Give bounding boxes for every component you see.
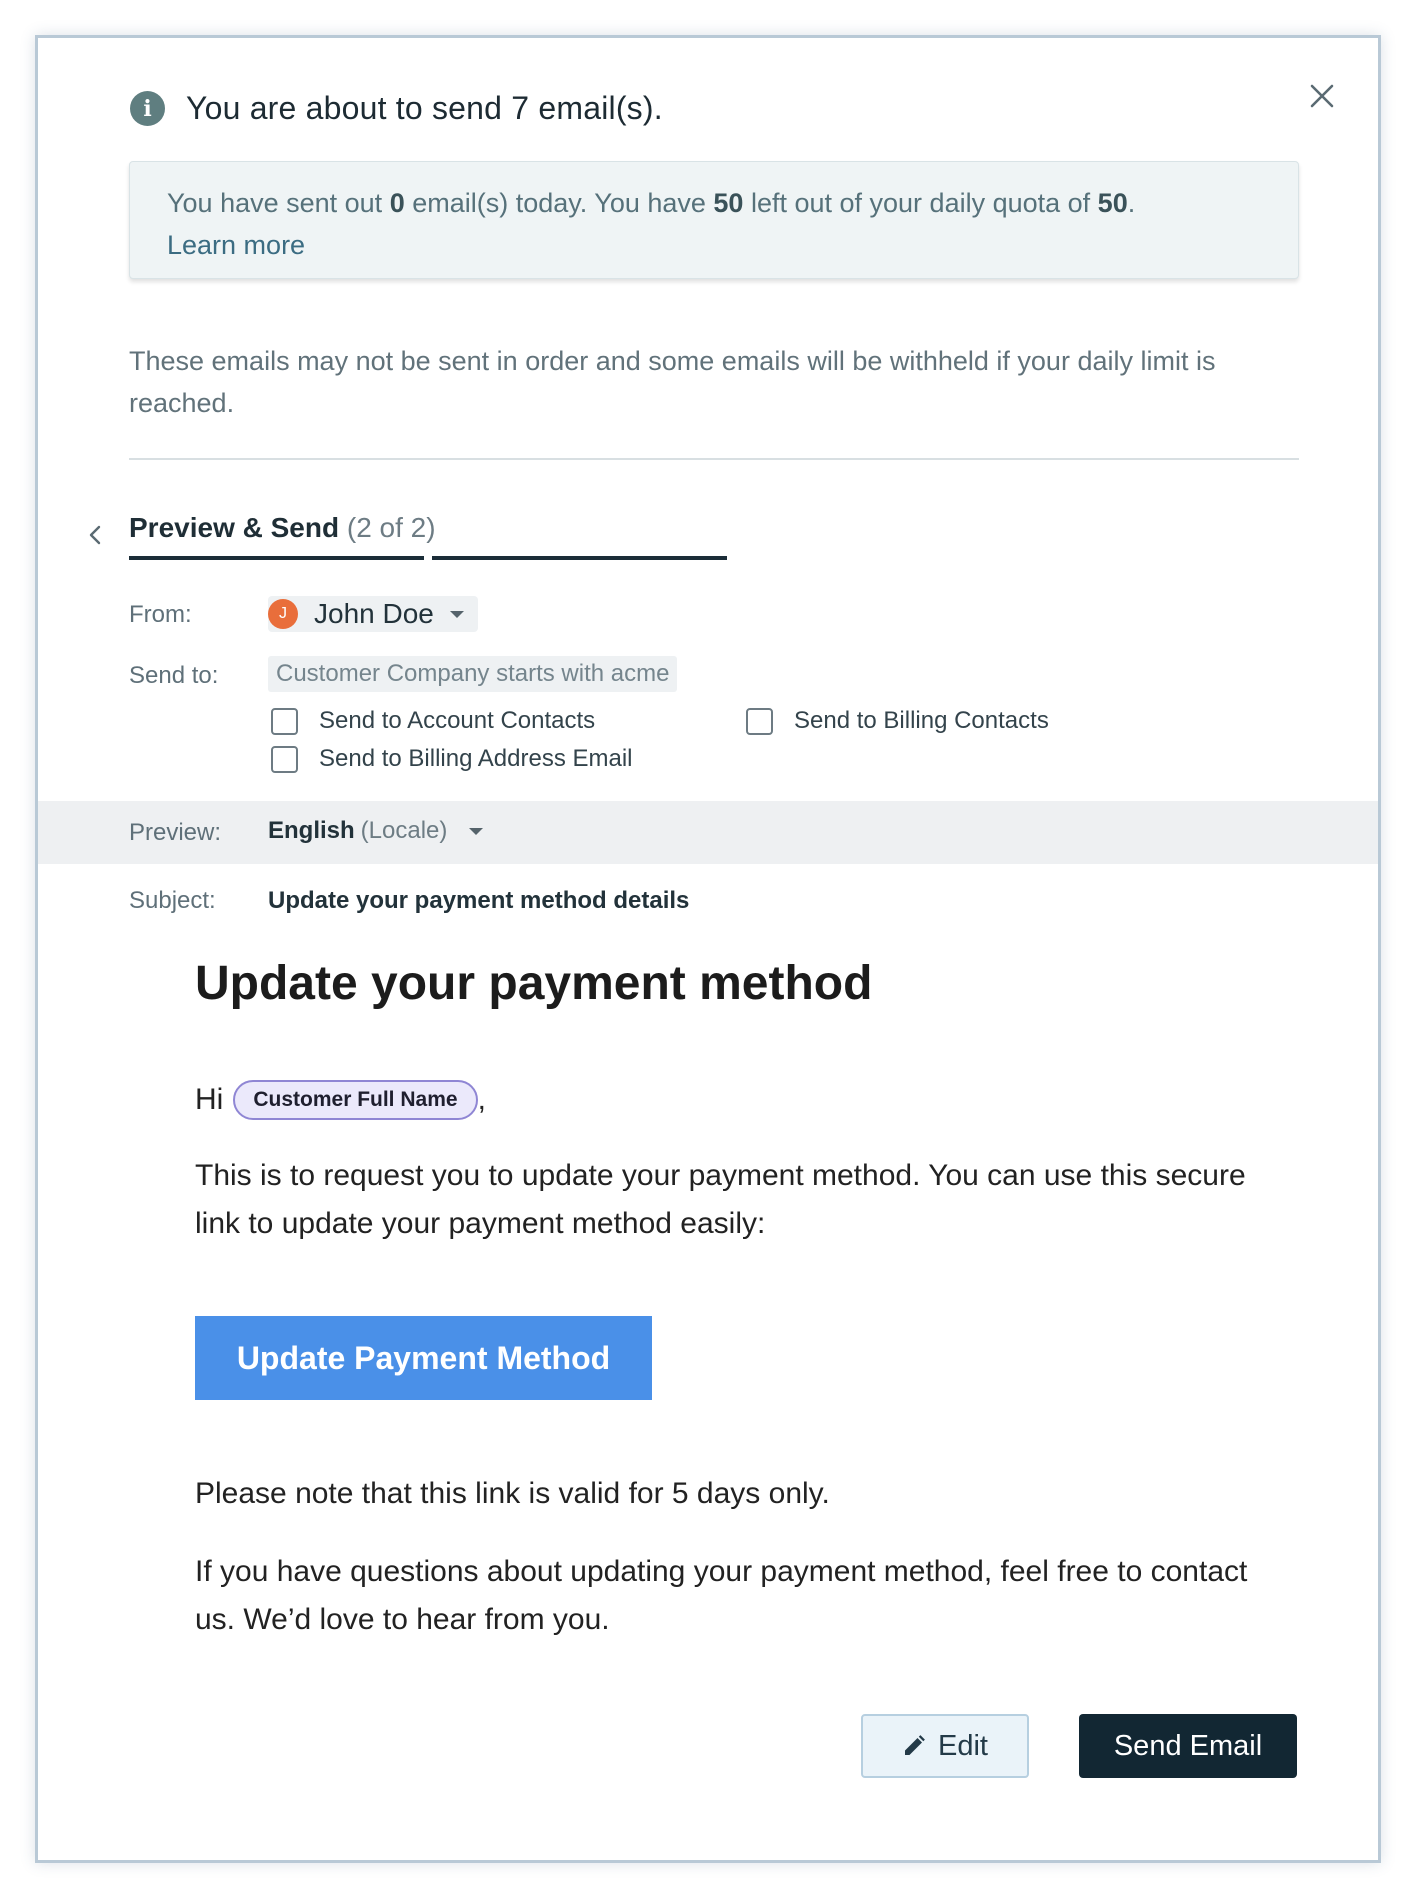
account-contacts-label: Send to Account Contacts [319,707,596,734]
step-count: (2 of 2) [346,512,436,543]
step-progress-1 [129,556,424,560]
greeting-text: Hi [195,1083,224,1116]
quota-text-4: . [1127,188,1136,218]
quota-left-count: 50 [713,188,744,218]
billing-address-option[interactable] [271,745,633,773]
edit-button[interactable] [861,1714,1029,1778]
billing-contacts-checkbox[interactable] [746,708,773,735]
step-title: Preview & Send [129,512,340,543]
update-payment-method-button[interactable]: Update Payment Method [195,1316,652,1400]
quota-text-2: email(s) today. You have [404,188,714,218]
sender-select[interactable] [268,596,478,632]
modal-title: You are about to send 7 email(s). [186,90,663,126]
info-icon: i [130,91,165,126]
email-paragraph-1: This is to request you to update your payment method. You can use this secure link to update your payment method easily: [195,1159,1246,1240]
locale-suffix: (Locale) [360,817,448,844]
chevron-left-icon[interactable] [80,520,110,550]
quota-sent-count: 0 [389,188,405,218]
send-to-label: Send to: [129,662,219,689]
step-progress-2 [432,556,727,560]
modal-header [130,90,663,127]
pencil-icon [902,1734,926,1758]
quota-daily-limit: 50 [1097,188,1128,218]
sender-name: John Doe [314,598,434,629]
step-indicator [129,512,436,544]
send-email-modal [35,35,1381,1863]
email-heading: Update your payment method [195,957,873,1010]
send-email-button[interactable]: Send Email [1079,1714,1297,1778]
preview-label: Preview: [129,819,222,846]
from-label: From: [129,601,192,628]
recipient-filter: Customer Company starts with acme [268,656,677,692]
edit-label: Edit [938,1729,988,1762]
email-paragraph-3: If you have questions about updating your payment method, feel free to contact us. We’d love to hear from you. [195,1555,1248,1636]
billing-address-checkbox[interactable] [271,746,298,773]
billing-contacts-label: Send to Billing Contacts [794,707,1049,734]
divider [129,458,1299,460]
preview-bar [38,801,1378,864]
locale-language: English [268,817,355,844]
account-contacts-checkbox[interactable] [271,708,298,735]
avatar: J [268,599,298,629]
subject-label: Subject: [129,887,216,914]
email-greeting [195,1080,486,1120]
locale-select[interactable] [268,817,483,845]
merge-tag: Customer Full Name [233,1080,477,1120]
learn-more-link[interactable]: Learn more [167,230,306,260]
close-icon[interactable] [1302,76,1342,116]
email-paragraph-2: Please note that this link is valid for 5 days only. [195,1477,830,1510]
chevron-down-icon [450,611,464,618]
subject-value: Update your payment method details [268,887,690,914]
quota-notice [129,161,1299,279]
greeting-comma: , [477,1083,486,1116]
account-contacts-option[interactable] [271,707,595,735]
chevron-down-icon [469,828,483,835]
send-disclaimer: These emails may not be sent in order and some emails will be withheld if your daily limit is reached. [129,346,1216,418]
billing-contacts-option[interactable] [746,707,1049,735]
quota-text-3: left out of your daily quota of [743,188,1098,218]
quota-text-1: You have sent out [167,188,390,218]
billing-address-label: Send to Billing Address Email [319,745,633,772]
